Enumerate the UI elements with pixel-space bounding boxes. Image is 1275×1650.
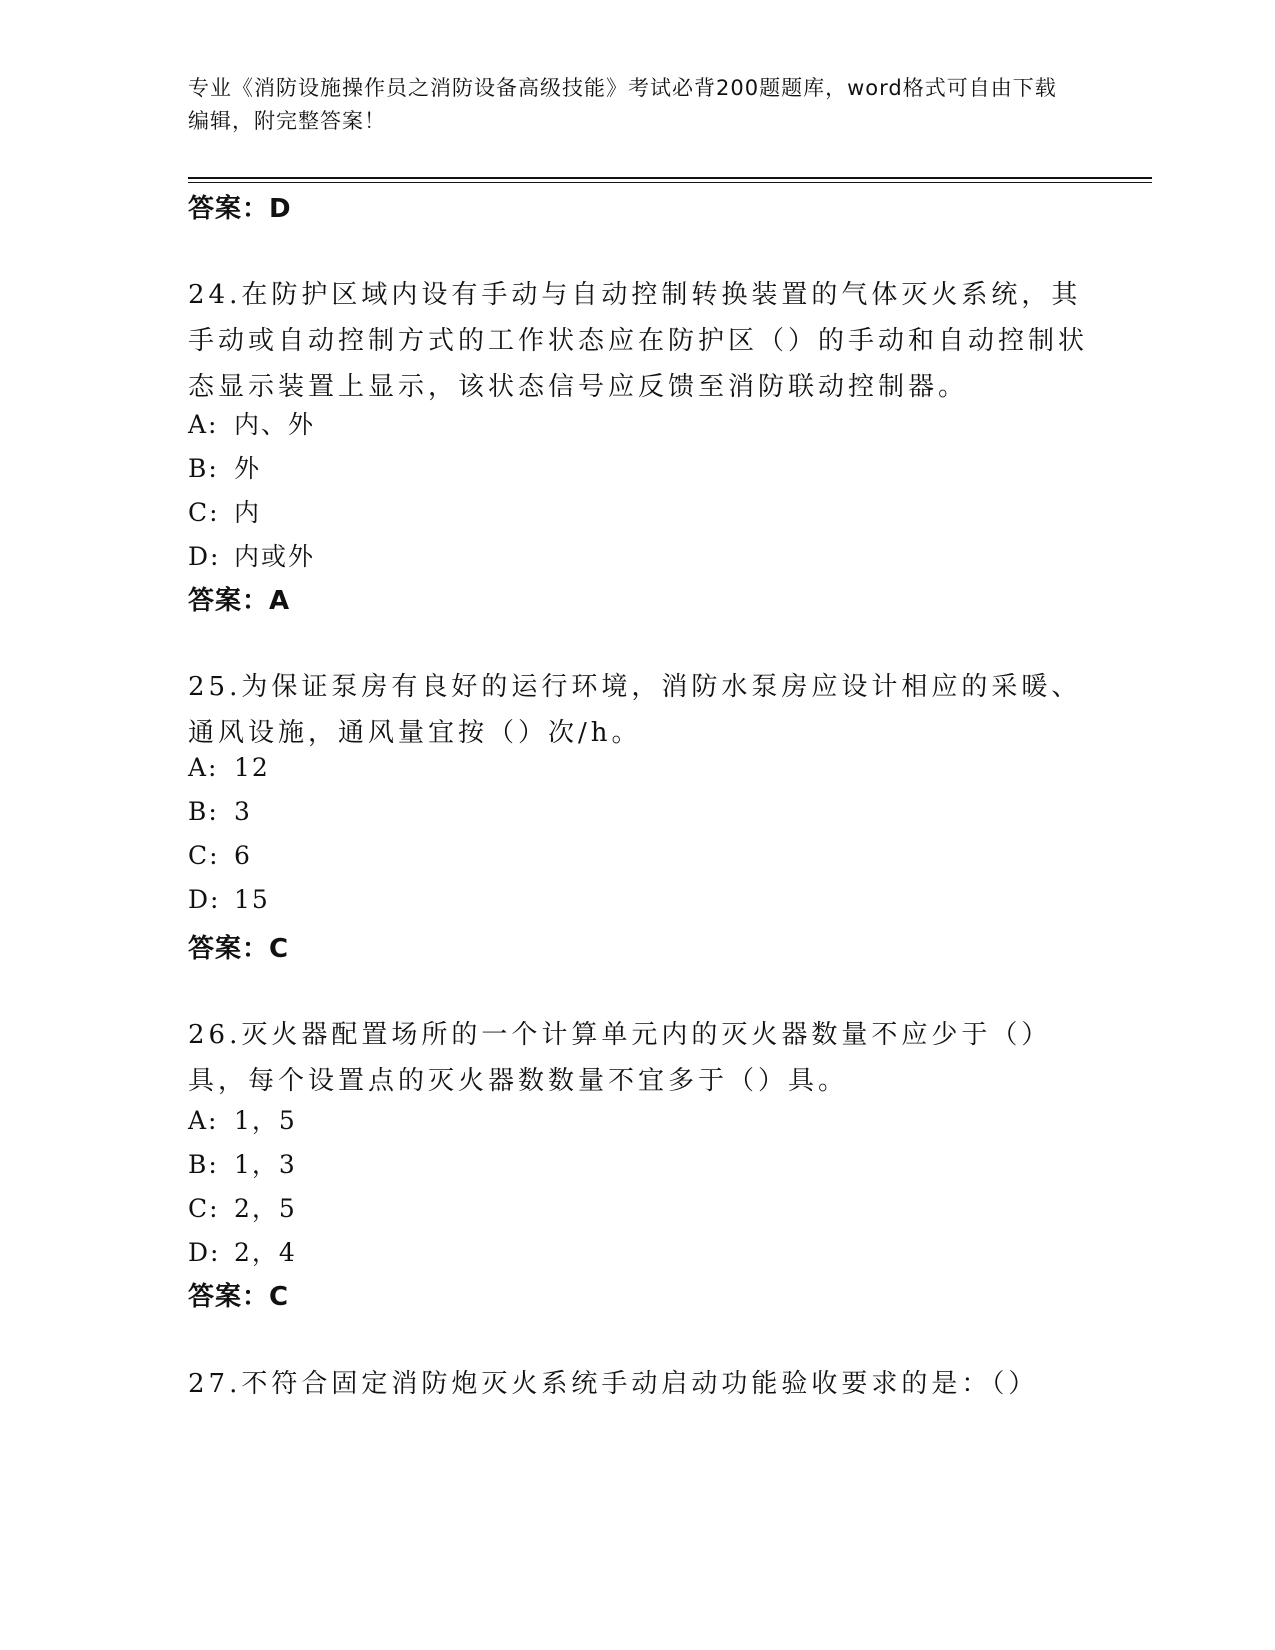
question-24-text: 24.在防护区域内设有手动与自动控制转换装置的气体灭火系统，其手动或自动控制方式的工作状态应在防护区（）的手动和自动控制状态显示装置上显示，该状态信号应反馈至消防联动控制器。	[188, 280, 1089, 402]
question-27-text: 27.不符合固定消防炮灭火系统手动启动功能验收要求的是：（）	[188, 1369, 1039, 1399]
question-25-text: 25.为保证泵房有良好的运行环境，消防水泵房应设计相应的采暖、通风设施，通风量宜按（）次/h。	[188, 672, 1082, 748]
question-26-answer: 答案：C	[188, 1282, 290, 1312]
question-25-option-a: A: 12	[188, 753, 270, 782]
question-25-option-c: C: 6	[188, 841, 252, 870]
question-25-option-b: B: 3	[188, 797, 252, 826]
question-26-option-a: A: 1，5	[188, 1106, 297, 1135]
question-24-answer: 答案：A	[188, 586, 291, 616]
question-24-option-b: B: 外	[188, 454, 262, 483]
question-25-option-d: D: 15	[188, 885, 270, 914]
previous-answer: 答案：D	[188, 194, 292, 224]
question-25-answer: 答案：C	[188, 934, 290, 964]
question-24-option-d: D: 内或外	[188, 542, 316, 571]
question-24-option-c: C: 内	[188, 498, 262, 527]
header-rule-thin	[188, 182, 1152, 183]
header-rule-thick	[188, 177, 1152, 179]
question-26-option-c: C: 2，5	[188, 1194, 297, 1223]
question-26-option-b: B: 1，3	[188, 1150, 297, 1179]
question-26-option-d: D: 2，4	[188, 1238, 297, 1267]
document-header: 专业《消防设施操作员之消防设备高级技能》考试必背200题题库，word格式可自由下载编辑，附完整答案！	[188, 76, 1057, 133]
question-24-option-a: A: 内、外	[188, 410, 316, 439]
question-26-text: 26.灭火器配置场所的一个计算单元内的灭火器数量不应少于（）具，每个设置点的灭火器数数量不宜多于（）具。	[188, 1020, 1052, 1096]
